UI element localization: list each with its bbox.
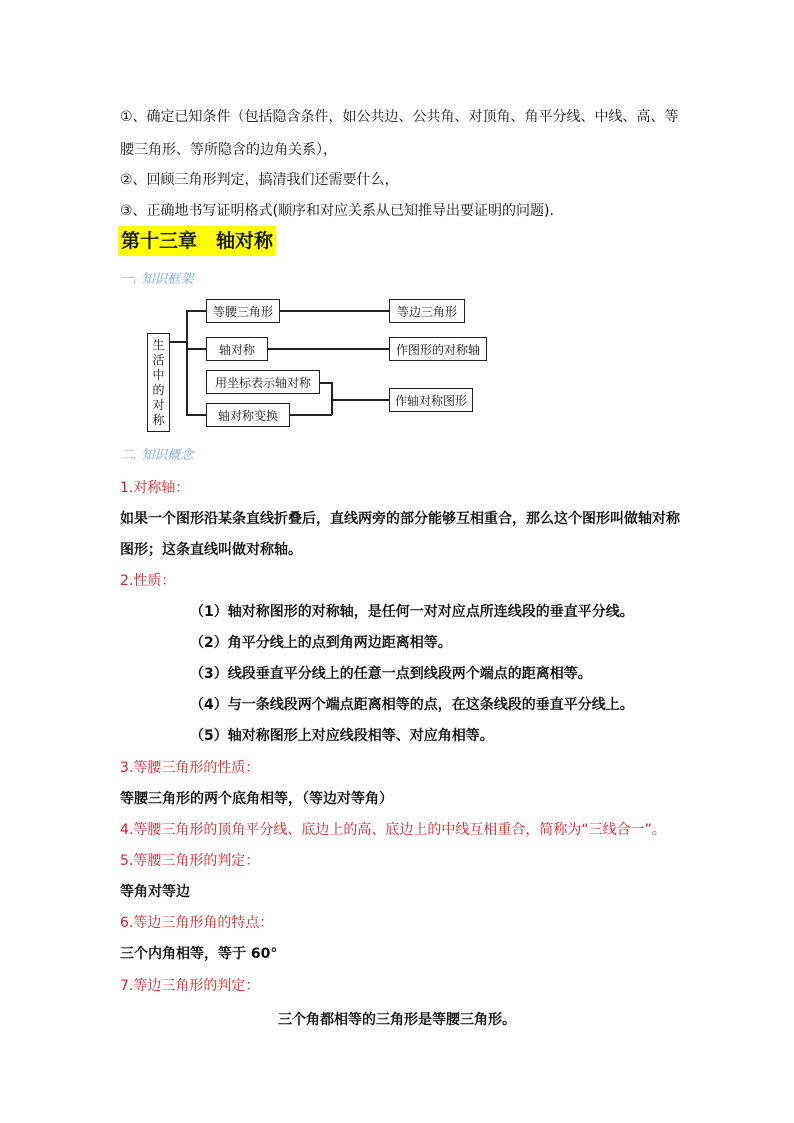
life-symmetry-char: 称 bbox=[152, 412, 165, 427]
item-1-line-2: 图形；这条直线叫做对称轴。 bbox=[120, 542, 302, 558]
item-1-line-1: 如果一个图形沿某条直线折叠后，直线两旁的部分能够互相重合，那么这个图形叫做轴对称 bbox=[120, 511, 680, 527]
property-4: （4）与一条线段两个端点距离相等的点，在这条线段的垂直平分线上。 bbox=[190, 697, 634, 713]
chapter-title: 第十三章 轴对称 bbox=[118, 226, 276, 256]
life-symmetry-char: 活 bbox=[152, 352, 165, 367]
property-5: （5）轴对称图形上对应线段相等、对应角相等。 bbox=[190, 728, 494, 744]
section-heading-framework: 一. 知识框架 bbox=[120, 272, 194, 287]
draw-symmetry-axis-box: 作图形的对称轴 bbox=[389, 337, 487, 361]
life-symmetry-char: 的 bbox=[152, 382, 165, 397]
item-4-heading: 4.等腰三角形的顶角平分线、底边上的高、底边上的中线互相重合，简称为“三线合一”。 bbox=[120, 822, 666, 838]
intro-line-1: ①、确定已知条件（包括隐含条件，如公共边、公共角、对顶角、角平分线、中线、高、等 bbox=[120, 109, 679, 125]
item-3-body: 等腰三角形的两个底角相等，（等边对等角） bbox=[120, 791, 393, 807]
item-6-heading: 6.等边三角形角的特点： bbox=[120, 915, 274, 931]
item-3-heading: 3.等腰三角形的性质： bbox=[120, 760, 260, 776]
life-symmetry-char: 生 bbox=[152, 337, 165, 352]
isosceles-triangle-box: 等腰三角形 bbox=[206, 299, 280, 323]
coordinate-symmetry-box: 用坐标表示轴对称 bbox=[206, 370, 320, 394]
item-7-body: 三个角都相等的三角形是等腰三角形。 bbox=[278, 1012, 516, 1028]
property-2: （2）角平分线上的点到角两边距离相等。 bbox=[190, 635, 452, 651]
item-5-body: 等角对等边 bbox=[120, 884, 190, 900]
property-1: （1）轴对称图形的对称轴，是任何一对对应点所连线段的垂直平分线。 bbox=[190, 604, 634, 620]
intro-line-3: ②、回顾三角形判定，搞清我们还需要什么， bbox=[120, 172, 399, 188]
symmetry-transform-box: 轴对称变换 bbox=[206, 403, 290, 427]
intro-line-4: ③、正确地书写证明格式(顺序和对应关系从已知推导出要证明的问题). bbox=[120, 203, 554, 219]
draw-symmetric-figure-box: 作轴对称图形 bbox=[389, 388, 473, 412]
item-6-body: 三个内角相等，等于 60° bbox=[120, 946, 278, 962]
property-3: （3）线段垂直平分线上的任意一点到线段两个端点的距离相等。 bbox=[190, 666, 592, 682]
section-heading-concepts: 二. 知识概念 bbox=[120, 448, 194, 463]
axial-symmetry-box: 轴对称 bbox=[206, 337, 268, 361]
item-5-heading: 5.等腰三角形的判定： bbox=[120, 853, 260, 869]
item-1-heading: 1.对称轴： bbox=[120, 480, 190, 496]
equilateral-triangle-box: 等边三角形 bbox=[389, 299, 465, 323]
life-symmetry-char: 对 bbox=[152, 397, 165, 412]
item-7-heading: 7.等边三角形的判定： bbox=[120, 978, 260, 994]
intro-line-2: 腰三角形、等所隐含的边角关系）， bbox=[120, 142, 337, 158]
life-symmetry-char: 中 bbox=[152, 367, 165, 382]
knowledge-framework-diagram bbox=[120, 296, 480, 436]
life-symmetry-box bbox=[147, 333, 170, 432]
item-2-heading: 2.性质： bbox=[120, 573, 176, 589]
